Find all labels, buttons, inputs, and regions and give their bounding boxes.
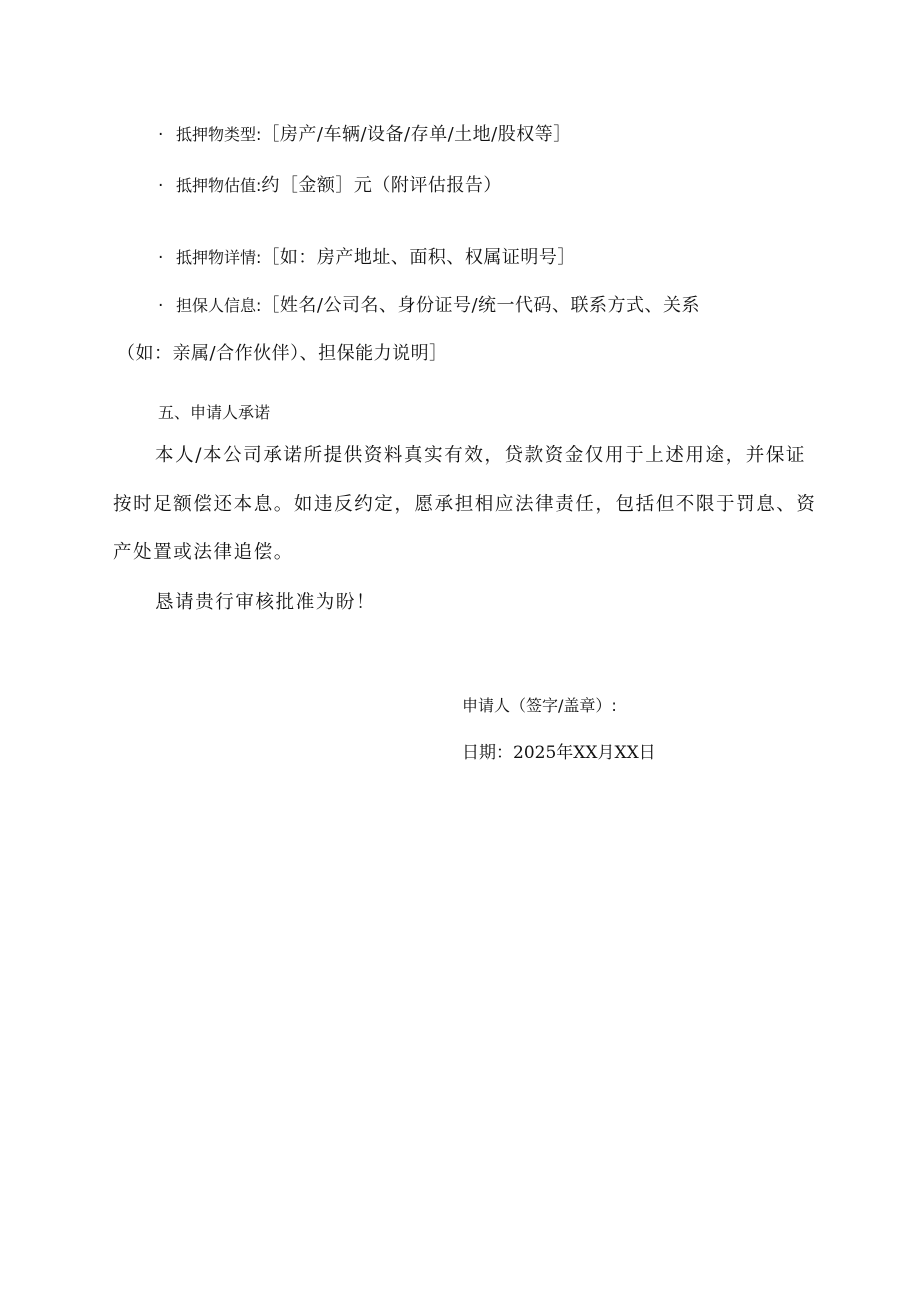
bullet: · [158, 176, 164, 196]
commitment-para-line2: 按时足额偿还本息。如违反约定，愿承担相应法律责任，包括但不限于罚息、资 [113, 494, 817, 515]
collateral-type-label: 抵押物类型: [176, 125, 262, 144]
commitment-para-line3: 产处置或法律追偿。 [113, 542, 294, 563]
guarantor-row [158, 291, 700, 317]
collateral-valuation-row [158, 171, 502, 197]
collateral-valuation-value: 约［金额］元（附评估报告） [261, 175, 502, 196]
date-label: 日期：2025年XX月XX日 [462, 743, 656, 763]
applicant-signature-label: 申请人（签字/盖章）: [462, 696, 617, 715]
collateral-type-value: ［房产/车辆/设备/存单/土地/股权等］ [261, 124, 572, 145]
collateral-details-value: ［如：房产地址、面积、权属证明号］ [261, 247, 576, 268]
bullet: · [158, 125, 164, 145]
collateral-details-row [158, 243, 576, 269]
collateral-details-label: 抵押物详情: [176, 248, 262, 267]
guarantor-label: 担保人信息: [176, 296, 262, 315]
bullet: · [158, 296, 164, 316]
bullet: · [158, 248, 164, 268]
collateral-valuation-label: 抵押物估值: [176, 176, 262, 195]
commitment-heading: 五、申请人承诺 [158, 403, 271, 422]
closing-line: 恳请贵行审核批准为盼！ [155, 592, 377, 613]
guarantor-value-line2: （如：亲属/合作伙伴）、担保能力说明］ [117, 343, 448, 364]
guarantor-value-line1: ［姓名/公司名、身份证号/统一代码、联系方式、关系 [261, 295, 701, 316]
commitment-para-line1: 本人/本公司承诺所提供资料真实有效，贷款资金仅用于上述用途，并保证 [155, 445, 807, 466]
collateral-type-row [158, 120, 572, 146]
guarantor-row-cont [117, 339, 448, 365]
